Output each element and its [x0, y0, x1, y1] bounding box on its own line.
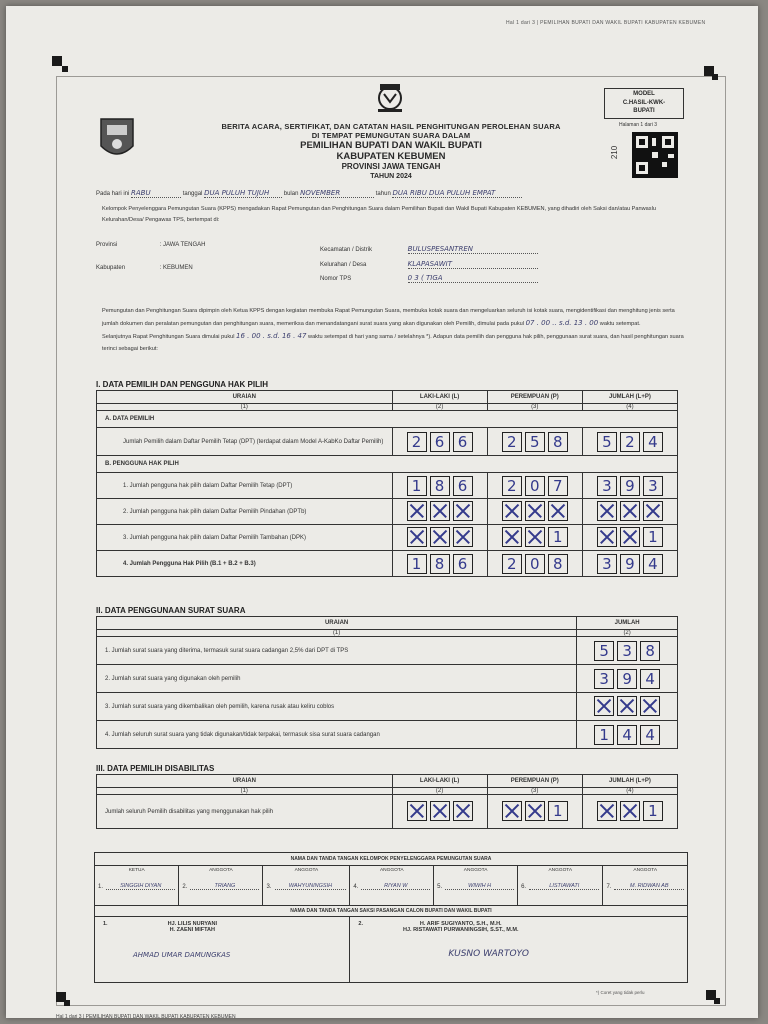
member-number: 4.	[353, 884, 359, 890]
procedure-para: waktu setempat.	[599, 321, 641, 327]
kecamatan-value: BULUSPESANTREN	[408, 245, 538, 254]
b1-jumlah-cell	[582, 473, 677, 499]
section2-table	[96, 616, 678, 749]
digit-box: 2	[502, 432, 522, 452]
year-value: DUA RIBU DUA PULUH EMPAT	[392, 189, 522, 198]
kpps-signature-cell	[350, 866, 434, 906]
member-number: 2.	[182, 884, 188, 890]
digit-box: 3	[617, 641, 637, 661]
crossed-digit-box	[620, 527, 640, 547]
model-line: MODEL	[633, 91, 655, 97]
intro-text: Kelompok Penyelenggara Pemungutan Suara (KPPS) mengadakan Rapat Pemungutan dan Penghitungan Suara dalam Pemilihan Bupati dan Wakil Bupati Kabupaten KEBUMEN, yang dihadiri oleh Saksi dan/atau Panwaslu Kelurahan/Desa/ Pengawas TPS, bertempat di:	[102, 206, 656, 223]
bottom-strip-text: Hal 1 dari 3 | PEMILIHAN BUPATI DAN WAKIL BUPATI KABUPATEN KEBUMEN	[56, 1014, 236, 1020]
crossed-digit-box	[430, 501, 450, 521]
digit-box: 5	[597, 432, 617, 452]
header-line: BERITA ACARA, SERTIFIKAT, DAN CATATAN HASIL PENGHITUNGAN PEROLEHAN SUARA	[221, 122, 561, 131]
saksi-title: NAMA DAN TANDA TANGAN SAKSI PASANGAN CALON BUPATI DAN WAKIL BUPATI	[95, 906, 688, 917]
dpt-laki-cell	[392, 428, 487, 456]
date-value: DUA PULUH TUJUH	[204, 189, 282, 198]
b2-perempuan-cell	[487, 499, 582, 525]
role-label: ANGGOTA	[463, 868, 488, 873]
crossed-digit-box	[620, 501, 640, 521]
crossed-digit-box	[453, 527, 473, 547]
section-title: III. DATA PEMILIH DISABILITAS	[96, 764, 215, 773]
day-value: RABU	[131, 189, 181, 198]
top-strip-text: Hal 1 dari 3 | PEMILIHAN BUPATI DAN WAKIL BUPATI KABUPATEN KEBUMEN	[506, 20, 706, 26]
saksi-name: H. ZAENI MIFTAH	[169, 927, 215, 933]
digit-box: 9	[617, 669, 637, 689]
label: Kecamatan / Distrik	[320, 247, 373, 253]
b4-jumlah-cell	[582, 551, 677, 577]
digit-box: 1	[548, 527, 568, 547]
member-number: 7.	[606, 884, 612, 890]
dpt-perempuan-cell	[487, 428, 582, 456]
registration-mark	[52, 56, 62, 66]
procedure-para: waktu setempat di hari yang sama / setelahnya *). Adapun data pemilih dan pengguna hak pilih, penggunaan surat suara, dan hasil penghitungan suara terinci sebagai berikut:	[102, 334, 684, 352]
label: Kabupaten	[96, 265, 126, 271]
digit-box: 5	[525, 432, 545, 452]
b4-perempuan-cell	[487, 551, 582, 577]
digit-box: 9	[620, 554, 640, 574]
kpps-signature-cell	[179, 866, 263, 906]
crossed-digit-box	[430, 527, 450, 547]
footnote: *) Coret yang tidak perlu	[596, 990, 645, 995]
kpps-signature-cell	[603, 866, 688, 906]
procedure-para: Pemungutan dan Penghitungan Suara dipimpin oleh Ketua KPPS dengan kegiatan membuka Rapat Pemungutan Suara, membuka kotak suara dan mengeluarkan seluruh isi kotak suara, mengidentifikasi dan menghitung jenis serta jumlah dokumen dan peralatan pemungutan dan penghitungan suara, memeriksa dan menandatangani surat suara yang akan digunakan oleh Pemilih, dimulai pada pukul	[102, 308, 675, 327]
col-header: LAKI-LAKI (L)	[392, 775, 487, 788]
kelurahan-value: KLAPASAWIT	[408, 260, 538, 269]
member-name: TRIANG	[190, 883, 259, 890]
digit-box: 9	[620, 476, 640, 496]
label: bulan	[283, 191, 299, 197]
saksi-number: 1.	[103, 921, 108, 927]
digit-box: 8	[430, 554, 450, 574]
digit-box: 7	[548, 476, 568, 496]
model-box	[604, 88, 684, 119]
header-title: PEMILIHAN BUPATI DAN WAKIL BUPATI	[300, 140, 482, 151]
crossed-digit-box	[548, 501, 568, 521]
header-title: KABUPATEN KEBUMEN	[336, 151, 446, 162]
digit-box: 6	[453, 476, 473, 496]
role-label: ANGGOTA	[548, 868, 573, 873]
digit-box: 1	[643, 801, 663, 821]
col-index: (1)	[97, 404, 393, 411]
role-label: ANGGOTA	[294, 868, 319, 873]
row-label: 4. Jumlah seluruh surat suara yang tidak digunakan/tidak terpakai, termasuk sisa surat suara cadangan	[97, 721, 577, 749]
label: Pada hari ini	[96, 191, 130, 197]
b1-laki-cell	[392, 473, 487, 499]
document-sheet	[6, 6, 758, 1018]
kpps-signature-cell	[434, 866, 518, 906]
provinsi-value: : JAWA TENGAH	[159, 242, 206, 248]
saksi-name: HJ. RISTAWATI PURWANINGSIH, S.ST., M.M.	[402, 927, 519, 933]
registration-mark	[714, 998, 720, 1004]
crossed-digit-box	[597, 527, 617, 547]
row-label: 3. Jumlah pengguna hak pilih dalam Daftar Pemilih Tambahan (DPK)	[97, 525, 393, 551]
row-label: 4. Jumlah Pengguna Hak Pilih (B.1 + B.2 + B.3)	[97, 551, 393, 577]
time-range: 16 . 00 . s.d. 16 . 47	[236, 332, 307, 340]
digit-box: 2	[502, 476, 522, 496]
member-name: WAHYUNINGSIH	[275, 883, 347, 890]
member-name: SINGGIH DIYAN	[106, 883, 175, 890]
label: tanggal	[182, 191, 203, 197]
member-number: 3.	[266, 884, 272, 890]
kecamatan-row	[320, 245, 538, 254]
member-number: 6.	[521, 884, 527, 890]
col-index: (2)	[392, 788, 487, 795]
digit-box: 1	[548, 801, 568, 821]
col-index: (1)	[97, 788, 393, 795]
registration-mark	[712, 74, 718, 80]
digit-box: 8	[548, 554, 568, 574]
subsection-title: A. DATA PEMILIH	[97, 411, 678, 428]
col-header: LAKI-LAKI (L)	[392, 391, 487, 404]
col-header: PEREMPUAN (P)	[487, 391, 582, 404]
header-line: TAHUN 2024	[370, 173, 412, 180]
crossed-digit-box	[525, 527, 545, 547]
label: Provinsi	[96, 242, 118, 248]
row-label: 3. Jumlah surat suara yang dikembalikan oleh pemilih, karena rusak atau keliru coblos	[97, 693, 577, 721]
header-line: PROVINSI JAWA TENGAH	[341, 162, 441, 171]
saksi-name: H. ARIF SUGIYANTO, S.H., M.H.	[419, 921, 502, 927]
label: Nomor TPS	[320, 276, 352, 282]
digit-box: 4	[640, 725, 660, 745]
col-index: (2)	[577, 630, 678, 637]
digit-box: 3	[643, 476, 663, 496]
digit-box: 4	[640, 669, 660, 689]
digit-box: 4	[617, 725, 637, 745]
saksi-number: 2.	[358, 921, 363, 927]
qr-code-icon	[632, 132, 678, 178]
row-label: 1. Jumlah pengguna hak pilih dalam Daftar Pemilih Tetap (DPT)	[97, 473, 393, 499]
digit-box: 2	[407, 432, 427, 452]
ss-dikembalikan-cell	[577, 693, 678, 721]
crossed-digit-box	[640, 696, 660, 716]
b3-perempuan-cell	[487, 525, 582, 551]
procedure-text	[102, 305, 686, 355]
month-value: NOVEMBER	[300, 189, 374, 198]
col-header: URAIAN	[97, 617, 577, 630]
digit-box: 1	[643, 527, 663, 547]
digit-box: 4	[643, 554, 663, 574]
digit-box: 1	[407, 554, 427, 574]
model-line: C.HASIL-KWK-	[622, 99, 666, 106]
crossed-digit-box	[430, 801, 450, 821]
kpps-signature-cell	[263, 866, 350, 906]
kpps-title: NAMA DAN TANDA TANGAN KELOMPOK PENYELENGGARA PEMUNGUTAN SUARA	[95, 853, 688, 866]
disabilitas-perempuan-cell	[487, 795, 582, 829]
signature-table	[94, 852, 688, 983]
crossed-digit-box	[643, 501, 663, 521]
member-number: 5.	[437, 884, 443, 890]
role-label: ANGGOTA	[633, 868, 658, 873]
member-name: LISTIAWATI	[529, 883, 599, 890]
role-label: KETUA	[128, 868, 145, 873]
digit-box: 2	[620, 432, 640, 452]
col-header: URAIAN	[97, 775, 393, 788]
kpps-signature-cell	[518, 866, 603, 906]
role-label: ANGGOTA	[379, 868, 404, 873]
ss-diterima-cell	[577, 637, 678, 665]
digit-box: 1	[407, 476, 427, 496]
b2-jumlah-cell	[582, 499, 677, 525]
col-header: PEREMPUAN (P)	[487, 775, 582, 788]
role-label: ANGGOTA	[209, 868, 233, 873]
crossed-digit-box	[620, 801, 640, 821]
kebumen-emblem-icon	[98, 116, 136, 164]
saksi-1-signature: AHMAD UMAR DAMUNGKAS	[133, 951, 231, 959]
document-header	[156, 122, 626, 182]
member-name: WIWIH H	[445, 883, 514, 890]
row-label: Jumlah seluruh Pemilih disabilitas yang menggunakan hak pilih	[97, 795, 393, 829]
subsection-title: B. PENGGUNA HAK PILIH	[97, 456, 678, 473]
crossed-digit-box	[525, 801, 545, 821]
col-header: JUMLAH (L+P)	[582, 391, 677, 404]
section-title: II. DATA PENGGUNAAN SURAT SUARA	[96, 606, 246, 615]
kabupaten-value: : KEBUMEN	[159, 265, 193, 271]
digit-box: 3	[597, 554, 617, 574]
b3-jumlah-cell	[582, 525, 677, 551]
col-index: (3)	[487, 788, 582, 795]
b4-laki-cell	[392, 551, 487, 577]
b1-perempuan-cell	[487, 473, 582, 499]
section1-table	[96, 390, 678, 577]
saksi-name: HJ. LILIS NURYANI	[167, 921, 217, 927]
digit-box: 0	[525, 554, 545, 574]
crossed-digit-box	[597, 501, 617, 521]
date-row	[96, 189, 522, 198]
saksi-2-signature: KUSNO WARTOYO	[448, 949, 529, 959]
section-title: I. DATA PEMILIH DAN PENGGUNA HAK PILIH	[96, 380, 268, 389]
crossed-digit-box	[502, 501, 522, 521]
digit-box: 6	[430, 432, 450, 452]
member-name: RIYAN W	[361, 883, 430, 890]
digit-box: 1	[594, 725, 614, 745]
digit-box: 3	[594, 669, 614, 689]
col-header: JUMLAH	[577, 617, 678, 630]
procedure-para: Selanjutnya Rapat Penghitungan Suara dimulai pukul	[102, 334, 235, 340]
kabupaten-row	[96, 265, 193, 271]
ss-tidak-digunakan-cell	[577, 721, 678, 749]
member-name: M. RIDWAN AB	[614, 883, 684, 890]
row-label: Jumlah Pemilih dalam Daftar Pemilih Tetap (DPT) (terdapat dalam Model A-KabKo Daftar Pemilih)	[97, 428, 393, 456]
provinsi-row	[96, 242, 205, 248]
kelurahan-row	[320, 260, 538, 269]
digit-box: 3	[597, 476, 617, 496]
crossed-digit-box	[453, 801, 473, 821]
dpt-jumlah-cell	[582, 428, 677, 456]
digit-box: 4	[643, 432, 663, 452]
disabilitas-laki-cell	[392, 795, 487, 829]
col-index: (2)	[392, 404, 487, 411]
crossed-digit-box	[502, 527, 522, 547]
b3-laki-cell	[392, 525, 487, 551]
ss-digunakan-cell	[577, 665, 678, 693]
row-label: 2. Jumlah surat suara yang digunakan oleh pemilih	[97, 665, 577, 693]
col-header: JUMLAH (L+P)	[582, 775, 677, 788]
header-line: DI TEMPAT PEMUNGUTAN SUARA DALAM	[311, 131, 471, 140]
kpps-signature-cell	[95, 866, 179, 906]
side-code: 210	[610, 145, 620, 160]
digit-box: 8	[640, 641, 660, 661]
col-index: (4)	[582, 404, 677, 411]
crossed-digit-box	[453, 501, 473, 521]
digit-box: 5	[594, 641, 614, 661]
b2-laki-cell	[392, 499, 487, 525]
tps-value: 0 3 ( TIGA	[408, 274, 538, 283]
label: tahun	[375, 191, 391, 197]
crossed-digit-box	[617, 696, 637, 716]
digit-box: 0	[525, 476, 545, 496]
tps-row	[320, 274, 538, 283]
section3-table	[96, 774, 678, 829]
row-label: 1. Jumlah surat suara yang diterima, termasuk surat suara cadangan 2,5% dari DPT di TPS	[97, 637, 577, 665]
registration-mark	[62, 66, 68, 72]
col-index: (4)	[582, 788, 677, 795]
time-range: 07 . 00 .. s.d. 13 . 00	[525, 319, 599, 327]
label: Kelurahan / Desa	[320, 262, 367, 268]
crossed-digit-box	[594, 696, 614, 716]
model-line: BUPATI	[633, 108, 655, 114]
crossed-digit-box	[407, 527, 427, 547]
digit-box: 2	[502, 554, 522, 574]
digit-box: 8	[548, 432, 568, 452]
col-index: (1)	[97, 630, 577, 637]
digit-box: 6	[453, 554, 473, 574]
saksi-2-cell	[350, 917, 688, 983]
crossed-digit-box	[597, 801, 617, 821]
crossed-digit-box	[407, 801, 427, 821]
member-number: 1.	[98, 884, 104, 890]
saksi-1-cell	[95, 917, 350, 983]
crossed-digit-box	[502, 801, 522, 821]
page-indicator: Halaman 1 dari 3	[619, 122, 658, 128]
row-label: 2. Jumlah pengguna hak pilih dalam Daftar Pemilih Pindahan (DPTb)	[97, 499, 393, 525]
col-header: URAIAN	[97, 391, 393, 404]
crossed-digit-box	[525, 501, 545, 521]
digit-box: 8	[430, 476, 450, 496]
digit-box: 6	[453, 432, 473, 452]
crossed-digit-box	[407, 501, 427, 521]
registration-mark	[64, 1000, 70, 1006]
disabilitas-jumlah-cell	[582, 795, 677, 829]
col-index: (3)	[487, 404, 582, 411]
kpu-logo-icon	[372, 80, 408, 114]
